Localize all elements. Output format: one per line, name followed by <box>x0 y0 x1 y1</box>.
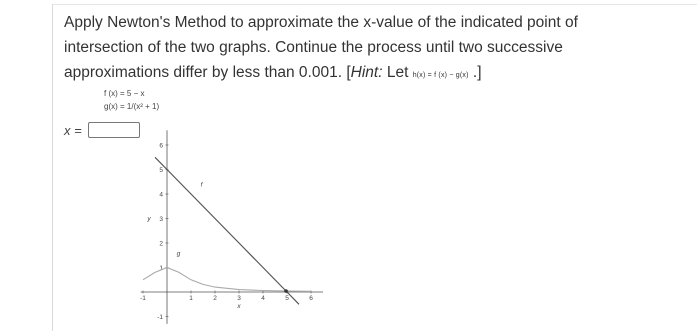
x-tick-label: 1 <box>189 295 193 302</box>
x-tick-label: 5 <box>285 295 289 302</box>
intersection-point <box>284 289 288 293</box>
y-tick-label: 4 <box>159 191 163 199</box>
y-tick-label: 5 <box>159 166 163 174</box>
f-curve-label: f <box>200 181 203 189</box>
y-tick-label: 6 <box>159 142 163 150</box>
x-axis-label: x <box>237 303 241 310</box>
y-tick-label: 3 <box>159 215 163 223</box>
y-tick-label: -1 <box>157 313 163 321</box>
x-tick-label: 2 <box>213 295 217 302</box>
hint-close: .] <box>468 64 482 81</box>
series-f-line <box>155 157 299 304</box>
hint-let: Let <box>382 64 413 81</box>
question-line-3-text: approximations differ by less than 0.001. [ <box>64 64 351 81</box>
g-curve-label: g <box>176 250 181 258</box>
question-line-1: Apply Newton's Method to approximate the x-value of the indicated point of <box>64 14 578 31</box>
y-tick-label: 2 <box>159 240 163 248</box>
y-axis-label: y <box>147 215 151 223</box>
hint-formula: h(x) = f (x) − g(x) <box>412 72 469 79</box>
y-tick-label: 1 <box>159 264 163 272</box>
x-tick-label: 3 <box>237 295 241 302</box>
g-definition: g(x) = 1/(x² + 1) <box>104 102 160 111</box>
x-tick-label: 6 <box>309 295 313 302</box>
hint-label: Hint: <box>350 64 383 81</box>
answer-label: x = <box>64 122 82 138</box>
x-tick-label: -1 <box>140 295 146 302</box>
question-line-2: intersection of the two graphs. Continue the process until two successive <box>64 39 563 56</box>
f-definition: f (x) = 5 − x <box>104 89 145 98</box>
series-g-line <box>143 268 311 292</box>
x-tick-label: 4 <box>261 295 265 302</box>
